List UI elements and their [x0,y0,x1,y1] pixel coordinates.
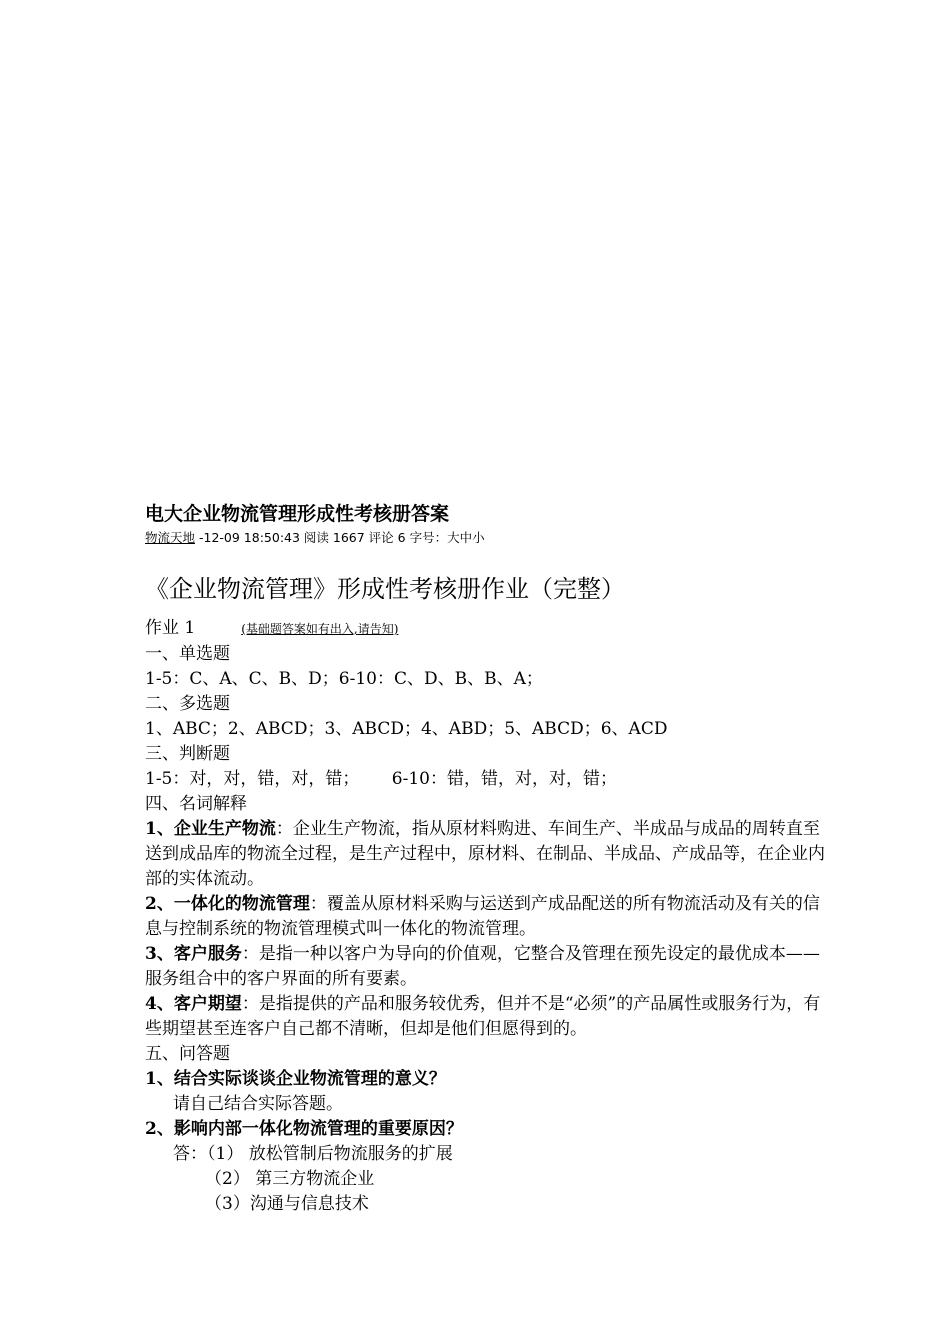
answer-1: 请自己结合实际答题。 [173,1094,343,1114]
section-heading: 五、问答题 [145,1044,230,1064]
answer-line: 1-5：C、A、C、B、D；6-10：C、D、B、B、A； [145,669,543,689]
term-name: 3、客户服务 [145,944,242,964]
term-definition [145,892,825,942]
homework-note: (基础题答案如有出入,请告知) [241,622,399,636]
term-separator: ： [241,994,259,1014]
read-label: 阅读 [299,530,333,545]
font-size-label: 字号： [405,530,448,545]
term-definition [145,992,825,1042]
section-heading: 四、名词解释 [145,794,247,814]
font-size-medium[interactable]: 中 [459,530,473,545]
font-size-large[interactable]: 大 [447,530,460,545]
term-name: 2、一体化的物流管理 [145,894,310,914]
read-count: 1667 [332,530,365,545]
answer-2-item: （2） 第三方物流企业 [205,1169,375,1189]
term-separator: ： [275,819,293,839]
term-text: 是指提供的产品和服务较优秀，但并不是“必须”的产品属性或服务行为，有些期望甚至连客户自己都不清晰，但却是他们但愿得到的。 [145,994,821,1039]
answer-prefix: 答： [173,1144,207,1164]
author-link[interactable]: 物流天地 [145,530,196,545]
answer-2-item: （3）沟通与信息技术 [205,1194,369,1214]
term-separator: ： [241,944,259,964]
document-page [145,500,825,1217]
section-heading: 三、判断题 [145,744,230,764]
answer-line: 1-5：对，对，错，对，错； 6-10：错，错，对，对，错； [145,769,617,789]
article-title: 电大企业物流管理形成性考核册答案 [145,503,450,525]
article-meta [145,528,825,548]
term-definition [145,817,825,892]
question-2: 2、影响内部一体化物流管理的重要原因？ [145,1119,463,1139]
comment-label: 评论 [364,530,398,545]
homework-label: 作业 1 [145,618,196,638]
term-separator: ： [309,894,327,914]
term-text: 企业生产物流，指从原材料购进、车间生产、半成品与成品的周转直至送到成品库的物流全过程，是生产过程中，原材料、在制品、半成品、产成品等，在企业内部的实体流动。 [145,819,825,889]
answer-item-text: （1） 放松管制后物流服务的扩展 [207,1144,453,1164]
term-text: 是指一种以客户为导向的价值观，它整合及管理在预先设定的最优成本——服务组合中的客户界面的所有要素。 [145,944,820,989]
section-heading: 一、单选题 [145,644,230,664]
font-size-small[interactable]: 小 [472,530,485,545]
comment-count: 6 [397,530,406,545]
question-1: 1、结合实际谈谈企业物流管理的意义？ [145,1069,446,1089]
homework-header [145,616,825,642]
answer-2-item [145,1142,825,1167]
document-title: 《企业物流管理》形成性考核册作业（完整） [145,575,625,603]
term-name: 4、客户期望 [145,994,242,1014]
term-text: 覆盖从原材料采购与运送到产成品配送的所有物流活动及有关的信息与控制系统的物流管理模式叫一体化的物流管理。 [145,894,820,939]
answer-line: 1、ABC；2、ABCD；3、ABCD；4、ABD；5、ABCD；6、ACD [145,719,668,739]
term-definition [145,942,825,992]
term-name: 1、企业生产物流 [145,819,276,839]
section-heading: 二、多选题 [145,694,230,714]
post-datetime: -12-09 18:50:43 [195,530,300,545]
